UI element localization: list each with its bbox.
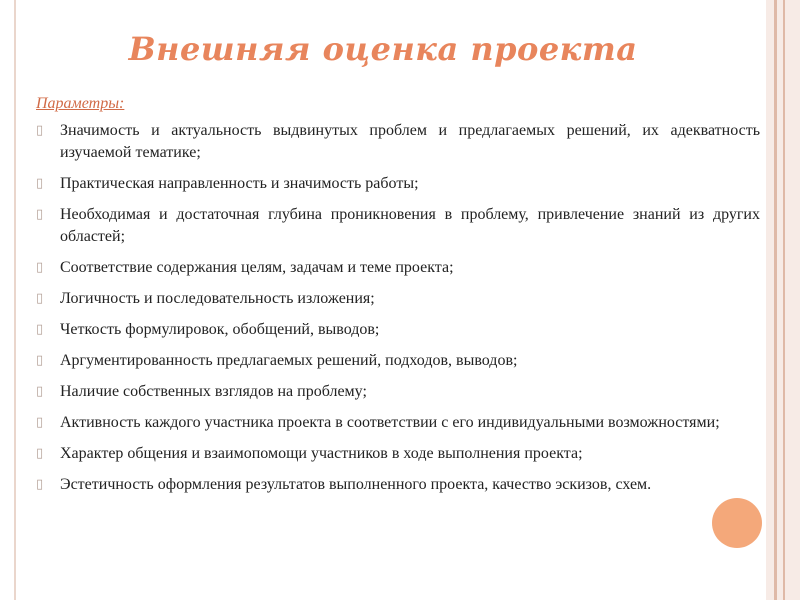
list-item-text: Значимость и актуальность выдвинутых проблем и предлагаемых решений, их адекватность изучаемой тематике; xyxy=(60,122,760,161)
frame-left-line xyxy=(14,0,16,600)
list-item xyxy=(36,204,760,248)
decorative-circle xyxy=(712,498,762,548)
frame-right-line-outer xyxy=(774,0,777,600)
list-item-text: Необходимая и достаточная глубина проникновения в проблему, привлечение знаний из других областей; xyxy=(60,206,760,245)
list-item xyxy=(36,319,760,341)
bullet-icon: ▯ xyxy=(36,384,44,399)
parameters-list xyxy=(36,120,760,505)
list-item xyxy=(36,443,760,465)
bullet-icon: ▯ xyxy=(36,322,44,337)
list-item xyxy=(36,381,760,403)
bullet-icon: ▯ xyxy=(36,123,44,138)
list-item-text: Наличие собственных взглядов на проблему; xyxy=(60,383,367,400)
parameters-heading: Параметры: xyxy=(36,95,125,112)
list-item-text: Логичность и последовательность изложения; xyxy=(60,290,375,307)
bullet-icon: ▯ xyxy=(36,477,44,492)
list-item-text: Аргументированность предлагаемых решений, подходов, выводов; xyxy=(60,352,518,369)
list-item xyxy=(36,173,760,195)
list-item xyxy=(36,257,760,279)
list-item-text: Эстетичность оформления результатов выполненного проекта, качество эскизов, схем. xyxy=(60,476,652,493)
list-item-text: Активность каждого участника проекта в соответствии с его индивидуальными возможностями; xyxy=(60,414,720,431)
list-item xyxy=(36,350,760,372)
bullet-icon: ▯ xyxy=(36,260,44,275)
list-item-text: Практическая направленность и значимость работы; xyxy=(60,175,419,192)
list-item xyxy=(36,288,760,310)
frame-right-line-inner xyxy=(783,0,785,600)
list-item-text: Характер общения и взаимопомощи участников в ходе выполнения проекта; xyxy=(60,445,583,462)
list-item xyxy=(36,474,760,496)
bullet-icon: ▯ xyxy=(36,353,44,368)
list-item-text: Четкость формулировок, обобщений, выводов; xyxy=(60,321,380,338)
bullet-icon: ▯ xyxy=(36,446,44,461)
bullet-icon: ▯ xyxy=(36,207,44,222)
bullet-icon: ▯ xyxy=(36,415,44,430)
bullet-icon: ▯ xyxy=(36,291,44,306)
list-item xyxy=(36,120,760,164)
list-item xyxy=(36,412,760,434)
bullet-icon: ▯ xyxy=(36,176,44,191)
slide-title: Внешняя оценка проекта xyxy=(128,30,638,68)
list-item-text: Соответствие содержания целям, задачам и теме проекта; xyxy=(60,259,454,276)
